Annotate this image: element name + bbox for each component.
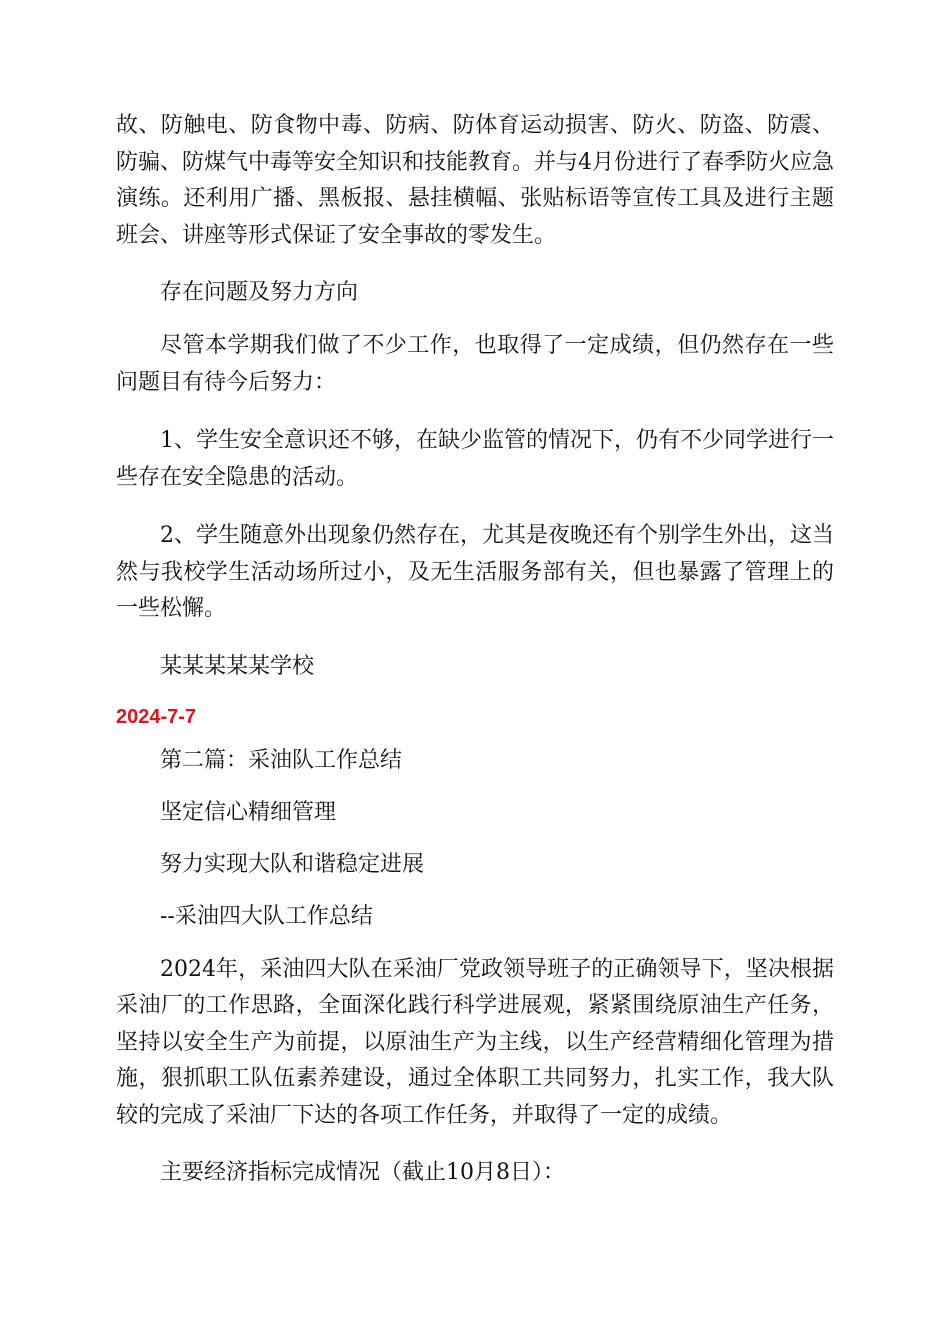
paragraph-problems-intro: 尽管本学期我们做了不少工作，也取得了一定成绩，但仍然存在一些问题目有待今后努力：	[116, 333, 834, 395]
subtitle-line-1: 坚定信心精细管理	[160, 799, 337, 825]
paragraph-problem-1: 1、学生安全意识还不够，在缺少监管的情况下，仍有不少同学进行一些存在安全隐患的活动。	[116, 428, 834, 490]
document-date: 2024-7-7	[116, 705, 197, 728]
paragraph-problem-2: 2、学生随意外出现象仍然存在，尤其是夜晚还有个别学生外出，这当然与我校学生活动场所过小，及无生活服务部有关，但也暴露了管理上的一些松懈。	[116, 523, 834, 621]
subtitle-line-2: 努力实现大队和谐稳定进展	[160, 851, 425, 877]
paragraph-summary-2024: 2024年，采油四大队在采油厂党政领导班子的正确领导下，坚决根据采油厂的工作思路，全面深化践行科学进展观，紧紧围绕原油生产任务，坚持以安全生产为前提，以原油生产为主线，以生产经营精细化管理为措施，狠抓职工队伍素养建设，通过全体职工共同努力，扎实工作，我大队较的完成了采油厂下达的各项工作任务，并取得了一定的成绩。	[116, 956, 834, 1128]
paragraph-safety-education: 故、防触电、防食物中毒、防病、防体育运动损害、防火、防盗、防震、防骗、防煤气中毒等安全知识和技能教育。并与4月份进行了春季防火应急演练。还利用广播、黑板报、悬挂横幅、张贴标语等宣传工具及进行主题班会、讲座等形式保证了安全事故的零发生。	[116, 113, 834, 248]
section-heading-economic-indicators: 主要经济指标完成情况（截止10月8日）：	[160, 1160, 565, 1185]
document-body	[116, 108, 834, 1208]
signature-school: 某某某某某学校	[160, 653, 315, 679]
subtitle-line-3: --采油四大队工作总结	[160, 903, 373, 929]
section-heading-problems: 存在问题及努力方向	[160, 280, 359, 305]
section-title-part-two: 第二篇：采油队工作总结	[160, 747, 403, 773]
